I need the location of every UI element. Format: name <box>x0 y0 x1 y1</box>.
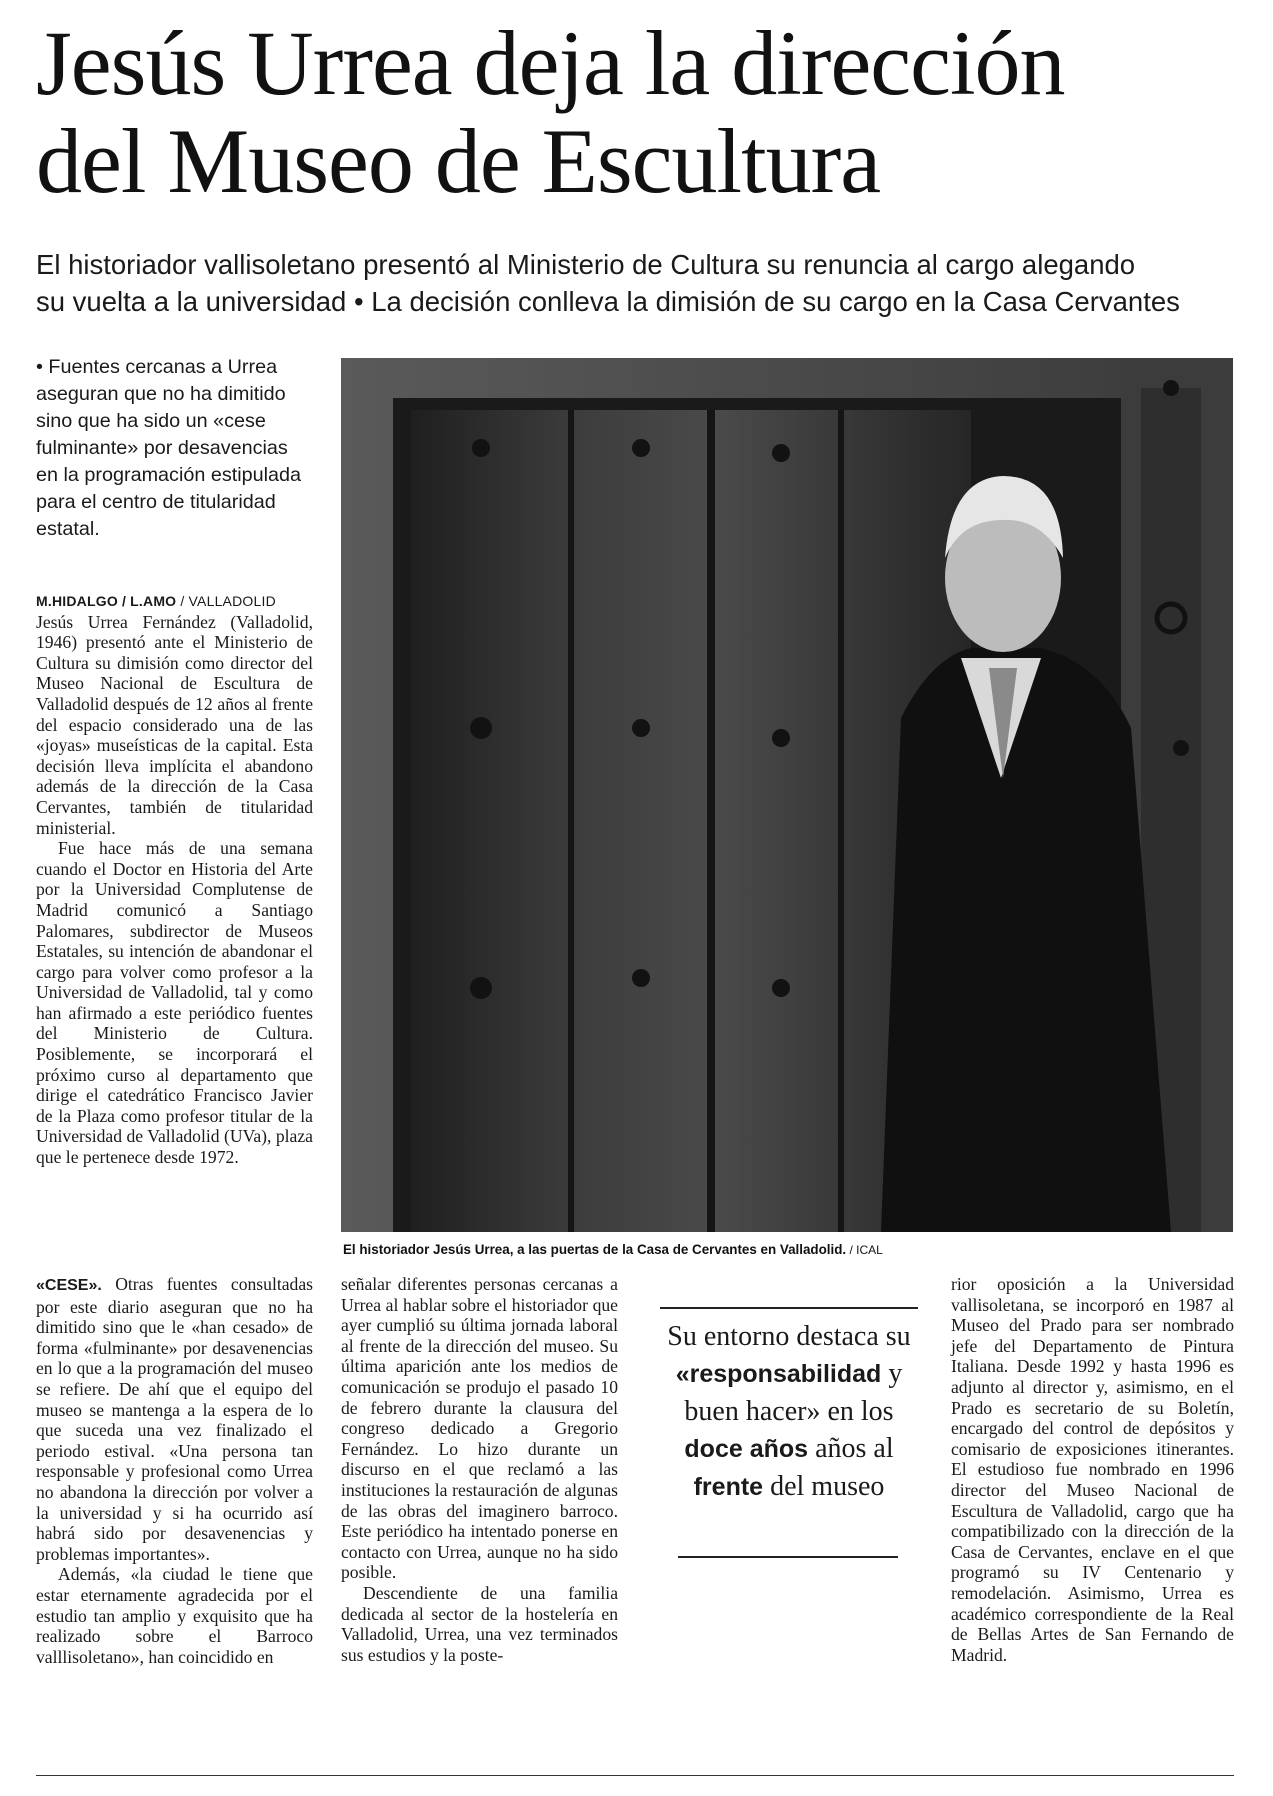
col2-paragraph-1: señalar diferentes personas cercanas a Urrea al hablar sobre el historiador que ayer cumplió su última jornada laboral al frente de la dirección del museo. Su última aparición ante los medios de comunicación se produjo el pasado 10 de febrero durante la clausura del congreso dedicado a Gregorio Fernández. Lo hizo durante un discurso en el que reclamó a las instituciones la restauración de algunas de las obras del imaginero barroco. Este periódico ha intentado ponerse en contacto con Urrea, aunque no ha sido posible. <box>341 1274 618 1583</box>
photo-caption <box>343 1242 1233 1257</box>
pullquote-part-g: del museo <box>763 1471 885 1502</box>
byline-location: / VALLADOLID <box>176 593 276 609</box>
intro-paragraph-2: Fue hace más de una semana cuando el Doctor en Historia del Arte por la Universidad Complutense de Madrid comunicó a Santiago Palomares, subdirector de Museos Estatales, su intención de abandonar el cargo para volver como profesor a la Universidad de Valladolid, tal y como han afirmado a este periódico fuentes del Ministerio de Cultura. Posiblemente, se incorporará el próximo curso al departamento que dirige el catedrático Francisco Javier de la Plaza como profesor titular de la Universidad de Valladolid (UVa), plaza que le pertenece desde 1972. <box>36 838 313 1168</box>
door-photo-illustration <box>341 358 1233 1232</box>
body-column-2 <box>341 1274 618 1665</box>
pullquote-part-a: Su entorno destaca su <box>667 1321 911 1352</box>
pullquote <box>660 1318 918 1506</box>
pullquote-part-c: y buen hacer» en los <box>684 1358 903 1427</box>
pullquote-bottom-rule <box>678 1556 898 1558</box>
pullquote-part-e: años al <box>808 1433 894 1464</box>
col2-paragraph-2: Descendiente de una familia dedicada al sector de la hostelería en Valladolid, Urrea, una vez terminados sus estudios y la poste- <box>341 1582 618 1665</box>
byline-authors: M.HIDALGO / L.AMO <box>36 593 177 609</box>
headline-line-2: del Museo de Escultura <box>36 110 881 212</box>
body-column-4 <box>951 1274 1234 1665</box>
pullquote-highlight-3: frente <box>693 1473 764 1501</box>
pullquote-top-rule <box>660 1307 918 1309</box>
subhead-line-1: El historiador vallisoletano presentó al Ministerio de Cultura su renuncia al cargo alegando <box>36 249 1136 280</box>
lead-bullet: • Fuentes cercanas a Urrea aseguran que no ha dimitido sino que ha sido un «cese fulminante» por desavencias en la programación estipulada para el centro de titularidad estatal. <box>36 356 302 540</box>
col1-paragraph-2: Además, «la ciudad le tiene que estar eternamente agradecida por el estudio tan amplio y exquisito que ha realizado sobre el Barroco valllisoletano», han coincidido en <box>36 1564 313 1667</box>
subhead-line-2: su vuelta a la universidad • La decisión conlleva la dimisión de su cargo en la Casa Cervantes <box>36 286 1180 317</box>
intro-paragraph-1-text: Jesús Urrea Fernández (Valladolid, 1946) presentó ante el Ministerio de Cultura su dimisión como director del Museo Nacional de Escultura de Valladolid después de 12 años al frente del espacio considerado una de las «joyas» museísticas de la capital. Esta decisión lleva implícita el abandono además de la dirección de la Casa Cervantes, también de titularidad ministerial. <box>36 611 313 838</box>
intro-paragraph-1 <box>36 590 313 838</box>
headline-line-1: Jesús Urrea deja la dirección <box>36 12 1065 114</box>
intro-column <box>36 590 313 1168</box>
col1-paragraph-1-text: Otras fuentes consultadas por este diario aseguran que no ha dimitido sino que le «han cesado» de forma «fulminante» por desavenencias en lo que a la programación del museo se refiere. De ahí que el equipo del museo se mantenga a la espera de lo que suceda una vez finalizado el periodo estival. «Una persona tan responsable y profesional como Urrea no abandona la dirección por volver a la universidad y si ha ocurrido así habrá sido por desavenencias y problemas importantes». <box>36 1274 313 1564</box>
byline <box>36 593 276 609</box>
caption-credit: / ICAL <box>846 1243 883 1257</box>
article-photo <box>341 358 1233 1232</box>
col4-paragraph-1: rior oposición a la Universidad vallisoletana, se incorporó en 1987 al Museo del Prado para ser nombrado jefe del Departamento de Pintura Italiana. Desde 1992 y hasta 1996 es adjunto al director y, asimismo, en el Prado es secretario de su Boletín, encargado del control de depósitos y comisario de exposiciones itinerantes. El estudioso fue nombrado en 1996 director del Museo Nacional de Escultura de Valladolid, cargo que ha compatibilizado con la dirección de la Casa de Cervantes, enclave en el que programó su IV Centenario y remodelación. Asimismo, Urrea es académico correspondiente de la Real de Bellas Artes de San Fernando de Madrid. <box>951 1274 1234 1665</box>
body-column-1 <box>36 1274 313 1667</box>
subheadline <box>36 246 1256 320</box>
headline <box>36 14 1256 210</box>
pullquote-highlight-1: «responsabilidad <box>675 1360 882 1388</box>
section-label-cese: «CESE». <box>36 1277 102 1294</box>
footer-rule <box>36 1775 1234 1776</box>
caption-text: El historiador Jesús Urrea, a las puertas de la Casa de Cervantes en Valladolid. <box>343 1242 847 1257</box>
pullquote-highlight-2: doce años <box>684 1435 809 1463</box>
col1-paragraph-1 <box>36 1274 313 1564</box>
